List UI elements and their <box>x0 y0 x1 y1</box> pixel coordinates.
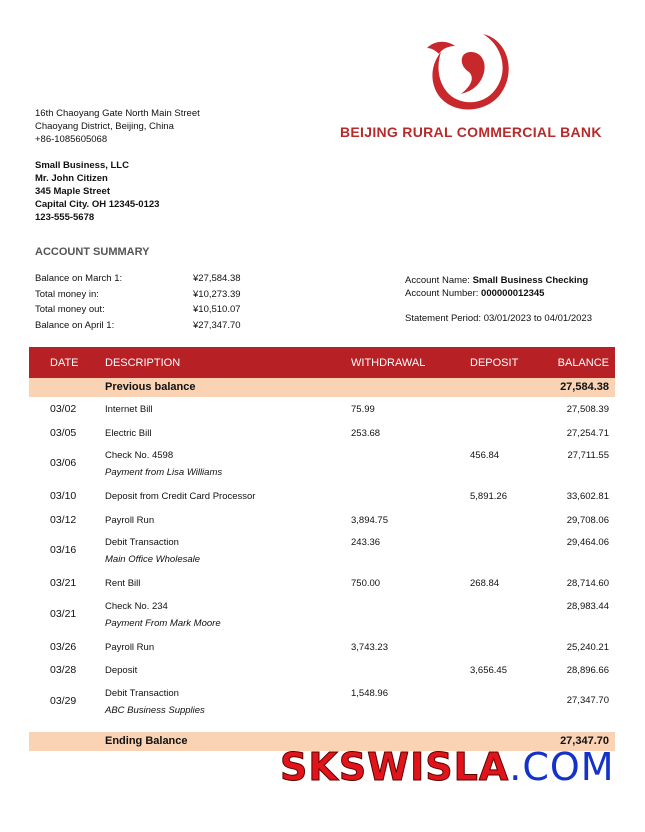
row-withdrawal: 750.00 <box>351 578 381 589</box>
row-balance: 27,711.55 <box>567 450 609 461</box>
table-row <box>29 635 615 659</box>
watermark-domain: .COM <box>509 745 615 789</box>
summary-value: ¥10,510.07 <box>193 304 241 315</box>
row-description: Payroll Run <box>105 514 155 526</box>
row-balance: 28,896.66 <box>566 665 609 676</box>
header-date: DATE <box>50 356 79 369</box>
row-description: Electric Bill <box>105 427 152 439</box>
summary-row <box>35 271 241 287</box>
bank-address <box>35 107 200 146</box>
table-row <box>29 571 615 595</box>
row-withdrawal: 1,548.96 <box>351 687 388 699</box>
table-header <box>29 347 615 378</box>
header-deposit: DEPOSIT <box>470 356 519 369</box>
row-balance: 27,254.71 <box>566 427 609 439</box>
row-balance: 28,714.60 <box>566 578 609 589</box>
statement-period-value: 03/01/2023 to 04/01/2023 <box>483 313 592 324</box>
account-number-label: Account Number: <box>405 288 479 299</box>
row-balance: 27,347.70 <box>566 694 609 706</box>
row-subdescription: Main Office Wholesale <box>105 554 201 565</box>
summary-row <box>35 318 241 334</box>
customer-street: 345 Maple Street <box>35 186 110 197</box>
row-description: Check No. 4598 <box>105 450 174 461</box>
previous-balance-value: 27,584.38 <box>560 381 609 393</box>
table-row <box>29 682 615 722</box>
customer-phone: 123-555-5678 <box>35 212 95 223</box>
summary-value: ¥27,584.38 <box>193 273 241 284</box>
previous-balance-label: Previous balance <box>105 381 196 393</box>
bank-phone: +86-1085605068 <box>35 134 108 145</box>
row-description: Debit Transaction <box>105 537 179 548</box>
account-name-value: Small Business Checking <box>472 275 589 286</box>
previous-balance-row <box>29 378 615 397</box>
row-date: 03/26 <box>50 640 77 653</box>
customer-name: Mr. John Citizen <box>35 173 108 184</box>
statement-period-label: Statement Period: <box>405 313 482 324</box>
row-deposit: 3,656.45 <box>470 665 507 676</box>
row-subdescription: Payment from Lisa Williams <box>105 467 223 478</box>
statement-period <box>405 313 592 324</box>
row-description: Payroll Run <box>105 641 155 653</box>
row-balance: 28,983.44 <box>566 600 609 612</box>
watermark <box>280 745 615 790</box>
account-summary-title: ACCOUNT SUMMARY <box>35 246 150 258</box>
account-info <box>405 274 588 300</box>
watermark-text: SKSWISLA <box>280 745 510 789</box>
row-date: 03/29 <box>50 694 77 707</box>
table-body <box>29 397 615 722</box>
table-row <box>29 595 615 635</box>
bank-address-line: 16th Chaoyang Gate North Main Street <box>35 108 200 119</box>
row-description: Rent Bill <box>105 578 141 589</box>
row-date: 03/02 <box>50 403 77 415</box>
summary-row <box>35 302 241 318</box>
row-description: Deposit from Credit Card Processor <box>105 491 256 502</box>
row-withdrawal: 3,743.23 <box>351 641 388 653</box>
customer-city: Capital City. OH 12345-0123 <box>35 199 160 210</box>
row-withdrawal: 3,894.75 <box>351 514 388 526</box>
table-row <box>29 421 615 445</box>
row-date: 03/06 <box>50 457 77 469</box>
row-date: 03/28 <box>50 664 77 676</box>
summary-label: Balance on March 1: <box>35 273 123 284</box>
row-date: 03/12 <box>50 513 77 526</box>
bank-address-line: Chaoyang District, Beijing, China <box>35 121 174 132</box>
row-date: 03/21 <box>50 607 77 620</box>
table-row <box>29 397 615 421</box>
transactions-table <box>29 347 615 751</box>
row-withdrawal: 75.99 <box>351 404 375 415</box>
bank-emblem-icon <box>425 28 515 118</box>
ending-balance-value: 27,347.70 <box>560 734 609 747</box>
bank-name: BEIJING RURAL COMMERCIAL BANK <box>340 124 602 140</box>
row-balance: 29,464.06 <box>566 537 609 548</box>
row-balance: 29,708.06 <box>566 514 609 526</box>
account-name-label: Account Name: <box>405 275 470 286</box>
summary-value: ¥27,347.70 <box>193 319 241 331</box>
summary-label: Total money out: <box>35 304 105 315</box>
table-row <box>29 508 615 532</box>
account-number-value: 000000012345 <box>481 288 545 299</box>
row-withdrawal: 243.36 <box>351 537 381 548</box>
row-deposit: 456.84 <box>470 450 500 461</box>
header-withdrawal: WITHDRAWAL <box>351 356 426 369</box>
table-row <box>29 658 615 682</box>
row-balance: 27,508.39 <box>566 404 609 415</box>
row-description: Debit Transaction <box>105 687 179 699</box>
summary-label: Balance on April 1: <box>35 319 115 331</box>
customer-company: Small Business, LLC <box>35 160 129 171</box>
summary-value: ¥10,273.39 <box>193 288 241 300</box>
header-description: DESCRIPTION <box>105 356 181 369</box>
table-row <box>29 484 615 508</box>
row-date: 03/21 <box>50 577 77 589</box>
row-subdescription: ABC Business Supplies <box>105 704 205 716</box>
customer-address <box>35 159 159 224</box>
summary-label: Total money in: <box>35 288 99 300</box>
row-description: Deposit <box>105 665 138 676</box>
row-subdescription: Payment From Mark Moore <box>105 617 221 629</box>
row-deposit: 268.84 <box>470 578 500 589</box>
table-row <box>29 531 615 571</box>
table-row <box>29 444 615 484</box>
row-description: Check No. 234 <box>105 600 168 612</box>
row-date: 03/05 <box>50 426 77 439</box>
account-summary <box>35 271 241 333</box>
row-description: Internet Bill <box>105 404 153 415</box>
row-date: 03/16 <box>50 544 77 556</box>
header-balance: BALANCE <box>557 356 609 369</box>
bank-logo <box>330 28 630 143</box>
summary-row <box>35 287 241 303</box>
ending-balance-label: Ending Balance <box>105 734 188 747</box>
row-deposit: 5,891.26 <box>470 491 507 502</box>
row-balance: 25,240.21 <box>566 641 609 653</box>
row-date: 03/10 <box>50 490 77 502</box>
row-balance: 33,602.81 <box>566 491 609 502</box>
row-withdrawal: 253.68 <box>351 427 381 439</box>
